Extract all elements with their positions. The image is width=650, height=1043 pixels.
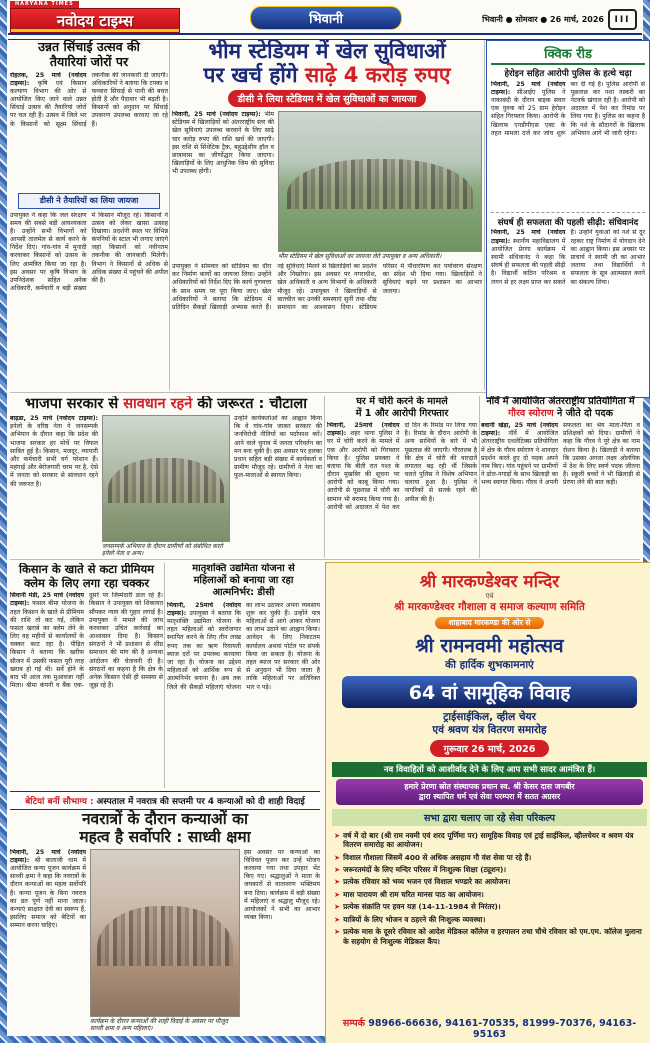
masthead: नवोदय टाइम्स [10, 8, 180, 33]
arrow-bullet-icon: ➤ [334, 926, 341, 936]
stadium-photo [278, 111, 482, 252]
lead-headline-accent: साढ़े 4 करोड़ रुपए [304, 62, 451, 87]
dateline: सिवानी मंडी, 25 मार्च (नवोदय टाइम्स): [10, 592, 84, 608]
ad-festival-title: श्री रामनवमी महोत्सव [415, 634, 564, 657]
quick-read-box [486, 40, 650, 398]
article-body: सिवानी मंडी, 25 मार्च (नवोदय टाइम्स): फसल बीमा योजना के तहत किसान के खाते से प्रीमियम की राशि तो कट गई, लेकिन फसल खराबे का क्लेम लेने के लिए वह महीनों से कार्यालयों के चक्कर काट रहा है। पीड़ित किसान ने बताया कि खरीफ सीजन में उसकी फसल पूरी तरह खराब हो गई थी। सर्वे होने के बाद भी आज तक मुआवजा नहीं मिला। बीमा कंपनी व बैंक एक-दूसरे पर जिम्मेदारी डाल रहे हैं। किसान ने उपायुक्त को शिकायत सौंपकर न्याय की गुहार लगाई है। उपायुक्त ने मामले की जांच करवाकर उचित कार्रवाई का आश्वासन दिया है। किसान संगठनों ने भी प्रशासन से शीघ्र समाधान की मांग की है अन्यथा आंदोलन की चेतावनी दी है। संगठनों का कहना है कि क्षेत्र के अनेक किसान ऐसी ही समस्या से जूझ रहे हैं। [10, 592, 163, 690]
article-headline: उन्नत सिंचाई उत्सव की तैयारियां जोरों पर [38, 40, 140, 69]
ad-wishes: की हार्दिक शुभकामनाएं [445, 658, 534, 671]
column-divider [479, 396, 480, 558]
article-navratra-kanya [10, 810, 320, 1033]
article-headline: किसान के खाते से कटा प्रीमियम क्लेम के लिए लगा रहा चक्कर [18, 563, 155, 590]
quick-read-headline: संघर्ष ही सफलता की पहली सीढ़ी: संधिवानंद [497, 217, 639, 228]
quick-read-title: क्विक रीड [491, 44, 645, 65]
service-item: ➤ प्रत्येक संक्रांति पर हवन यज्ञ (14-11-1984 से निरंतर)। [334, 902, 501, 912]
arrow-bullet-icon: ➤ [334, 914, 341, 924]
lead-headline: भीम स्टेडियम में खेल सुविधाओं पर खर्च होंगे साढ़े 4 करोड़ रुपए [203, 40, 451, 87]
article-body-continued: उपायुक्त ने कहा कि जल संरक्षण समय की सबसे बड़ी आवश्यकता है। उन्होंने सभी विभागों को आपसी तालमेल से कार्य करने के निर्देश दिए। गांव-गांव में मुनादी करवाकर किसानों को उत्सव के लिए आमंत्रित किया जा रहा है। इस अवसर पर कृषि विभाग के उपनिदेशक सहित अनेक अधिकारी, कर्मचारी व बड़ी संख्या में किसान मौजूद रहे। किसानों ने उत्सव को लेकर खासा उत्साह दिखाया। प्रदर्शनी स्थल पर विभिन्न कंपनियों के स्टाल भी लगाए जाएंगे जहां किसानों को नवीनतम तकनीक की जानकारी मिलेगी। विभाग ने किसानों से अधिक से अधिक संख्या में पहुंचने की अपील की है। [10, 211, 168, 293]
photo-block [90, 849, 240, 1033]
item-divider [491, 212, 645, 213]
lead-subhead: डीसी ने लिया स्टेडियम में खेल सुविधाओं का जायजा [228, 90, 427, 107]
article-lead-stadium [172, 40, 482, 390]
dateline: भिवानी, 25मार्च (नवोदय टाइम्स): [167, 601, 241, 617]
ad-invitation: नव विवाहितों को आशीर्वाद देने के लिए आप सभी सादर आमंत्रित हैं। [332, 762, 647, 777]
dateline: भिवानी, 25 मार्च (नवोदय टाइम्स): [491, 80, 566, 96]
column-divider [164, 563, 165, 788]
page-number-badge: III [608, 9, 637, 30]
article-headline: भाजपा सरकार से सावधान रहने की जरूरत : चौटाला [25, 396, 307, 412]
service-item: ➤ विशाल गौशाला जिसमें 400 से अधिक असहाय गौ वंश सेवा पा रहे हैं। [334, 852, 532, 862]
arrow-bullet-icon: ➤ [334, 865, 341, 875]
ad-location-ribbon: शाहाबाद मारकण्डा की ओर से [435, 617, 545, 629]
article-chautala [10, 396, 322, 558]
service-item: ➤ प्रत्येक रविवार को भव्य भजन एवं विशाल भण्डारे का आयोजन। [334, 877, 511, 887]
date-line: भिवानी ● सोमवार ● 26 मार्च, 2026 [482, 15, 604, 24]
article-body: भिवानी, 25मार्च (नवोदय टाइम्स): उपायुक्त ने बताया कि मातृशक्ति उद्यमिता योजना के तहत महिलाओं को स्वरोजगार स्थापित करने के लिए तीन लाख रुपए तक का ऋण रियायती ब्याज दरों पर उपलब्ध करवाया जा रहा है। योजना का उद्देश्य महिलाओं को आर्थिक रूप से आत्मनिर्भर बनाना है। अब तक जिले की सैकड़ों महिलाएं योजना का लाभ उठाकर अपना व्यवसाय शुरू कर चुकी हैं। उन्होंने पात्र महिलाओं से आगे आकर योजना का लाभ उठाने का आह्वान किया। आवेदन के लिए निकटतम कार्यालय अथवा पोर्टल पर संपर्क किया जा सकता है। योजना के तहत ब्याज पर सरकार की ओर से अनुदान भी दिया जाता है ताकि महिलाओं पर अतिरिक्त भार न पड़े। [167, 601, 320, 691]
dateline: भिवानी, 25 मार्च (नवोदय टाइम्स): [10, 848, 86, 864]
ad-founder-note: हमारे प्रेरणा स्रोत संस्थापक प्रधान स्व. श्री केसर दास जगबीर द्वारा स्थापित धर्म एवं सेवा परम्परा में सतत अग्रसर [336, 779, 643, 805]
ad-evam: एवं [485, 592, 494, 600]
lead-middle [172, 111, 482, 261]
border-ornament-left [0, 0, 7, 1043]
quick-read-headline: हेरोइन सहित आरोपी पुलिस के हत्थे चढ़ा [504, 69, 632, 79]
masthead-top-label: HARYANA TIMES [10, 1, 79, 8]
photo-caption: जनसम्पर्क अभियान के दौरान ग्रामीणों को संबोधित करते इनेलो नेता व अन्य। [102, 542, 223, 557]
article-headline: नॉर्वे में आयोजित अंतरराष्ट्रीय प्रतियोगिता में गौरव स्योराण ने जीते दो पदक [486, 396, 635, 419]
article-theft-arrest [327, 396, 477, 558]
arrow-bullet-icon: ➤ [334, 902, 341, 912]
headline-accent: सावधान रहने [123, 396, 193, 412]
service-item: ➤ जरूरतमंदों के लिए मन्दिर परिसर में निःशुल्क शिक्षा (ट्यूशन)। [334, 865, 507, 875]
article-body: भिवानी, 25 मार्च (नवोदय टाइम्स): श्री बालाजी धाम में आयोजित कन्या पूजन कार्यक्रम में साध्वी क्षमा ने कहा कि नवरात्रों के दौरान कन्याओं का महत्व सर्वोपरि है। कन्या पूजन के बिना नवरात्र का व्रत पूर्ण नहीं माना जाता। कन्याएं साक्षात देवी का स्वरूप हैं, इसलिए समाज को बेटियों का सम्मान करना चाहिए। [10, 848, 86, 930]
article-headline: घर में चोरी करने के मामले में 1 और आरोपी गिरफ्तार [355, 396, 449, 419]
lead-body: भिवानी, 25 मार्च (नवोदय टाइम्स): भीम स्टेडियम में खिलाड़ियों को अंतरराष्ट्रीय स्तर की खेल सुविधाएं उपलब्ध करवाने के लिए साढ़े चार करोड़ रुपए की राशि खर्च की जाएगी। इस राशि से सिंथेटिक ट्रैक, बहुउद्देशीय हॉल व छात्रावास का जीर्णोद्धार किया जाएगा। खिलाड़ियों के लिए आधुनिक जिम की सुविधा भी उपलब्ध होगी। [172, 111, 274, 176]
dateline: रोहतक, 25 मार्च (नवोदय टाइम्स): [10, 71, 87, 87]
article-body: भिवानी, 25मार्च (नवोदय टाइम्स): शहर थाना पुलिस ने घर में चोरी करने के मामले में एक और आरोपी को गिरफ्तार किया है। पुलिस प्रवक्ता ने बताया कि बीती रात गश्त के दौरान मुखबिर की सूचना पर आरोपी को काबू किया गया। आरोपी से पूछताछ में चोरी का सामान भी बरामद किया गया है। आरोपी को अदालत में पेश कर दो दिन के रिमांड पर लिया गया है। रिमांड के दौरान आरोपी के अन्य साथियों के बारे में भी पूछताछ की जाएगी। गौरतलब है कि क्षेत्र में चोरी की वारदातें लगातार बढ़ रही थीं जिसके चलते पुलिस ने विशेष अभियान चलाया हुआ है। पुलिस ने नागरिकों से सतर्क रहने की अपील की है। [327, 421, 477, 511]
article-content [10, 849, 320, 1033]
edition-banner: भिवानी [250, 6, 402, 30]
ad-contact [332, 1016, 647, 1040]
article-content [10, 415, 322, 558]
arrow-bullet-icon: ➤ [334, 852, 341, 862]
arrow-bullet-icon: ➤ [334, 877, 341, 887]
article-body-continued: उन्होंने कार्यकर्ताओं का आह्वान किया कि वे गांव-गांव जाकर सरकार की जनविरोधी नीतियों का पर्दाफाश करें। आने वाले चुनाव में जनता परिवर्तन का मन बना चुकी है। इस अवसर पर हलका प्रधान सहित बड़ी संख्या में कार्यकर्ता व ग्रामीण मौजूद रहे। ग्रामीणों ने नेता का फूल-मालाओं से स्वागत किया। [234, 415, 322, 480]
dateline: भिवानी, 25 मार्च (नवोदय टाइम्स): [172, 111, 261, 119]
dateline: बाढ़डा, 25 मार्च (नवोदय टाइम्स): [10, 415, 98, 423]
temple-advertisement [325, 562, 650, 1043]
ad-contact-label: सम्पर्क [342, 1018, 365, 1029]
article-body: बाढ़डा, 25 मार्च (नवोदय टाइम्स): इनेलो के वरिष्ठ नेता ने जनसम्पर्क अभियान के दौरान कहा कि प्रदेश की भाजपा सरकार हर मोर्चे पर विफल साबित हुई है। किसान, मजदूर, व्यापारी और कर्मचारी सभी वर्ग परेशान हैं। महंगाई और बेरोजगारी चरम पर है, ऐसे में जनता को सरकार से सावधान रहने की जरूरत है। [10, 415, 98, 488]
ad-event-title: 64 वां सामूहिक विवाह [342, 676, 637, 708]
dateline: भिवानी, 25 मार्च (नवोदय टाइम्स): [491, 229, 566, 245]
article-body: रोहतक, 25 मार्च (नवोदय टाइम्स): कृषि एवं किसान कल्याण विभाग की ओर से आयोजित किए जाने वाले उन्नत सिंचाई उत्सव की तैयारियां जोरों पर चल रही हैं। उत्सव में जिले भर के किसानों को सूक्ष्म सिंचाई तकनीक की जानकारी दी जाएगी। अधिकारियों ने बताया कि टपका व फव्वारा सिंचाई से पानी की बचत होती है और पैदावार भी बढ़ती है। किसानों को अनुदान पर सिंचाई उपकरण उपलब्ध करवाए जा रहे हैं। [10, 71, 168, 128]
photo-block [102, 415, 230, 558]
ad-temple-name: श्री मारकण्डेश्वर मन्दिर [419, 572, 560, 592]
inset-quote-box: डीसी ने तैयारियों का लिया जायजा [18, 193, 160, 209]
header-rule [8, 33, 642, 40]
strip-headline [10, 791, 320, 810]
ad-contact-numbers: 98966-66636, 94161-70535, 81999-70376, 94163-95163 [368, 1018, 637, 1040]
arrow-bullet-icon: ➤ [334, 889, 341, 899]
ad-services-title: सभा द्वारा चलाए जा रहे सेवा परिकल्प [332, 809, 647, 826]
column-divider [484, 40, 485, 390]
row-divider [10, 559, 640, 560]
lead-body-continued: उपायुक्त ने सोमवार को स्टेडियम का दौरा कर निर्माण कार्यों का जायजा लिया। उन्होंने अधिकारियों को निर्देश दिए कि कार्य गुणवत्ता के साथ समय पर पूरा किया जाए। खेल अधिकारियों ने बताया कि स्टेडियम में प्रतिदिन सैकड़ों खिलाड़ी अभ्यास करते हैं। नई सुविधाएं मिलने से खिलाड़ियों का प्रदर्शन और निखरेगा। इस अवसर पर नगराधीश, खेल अधिकारी व अन्य विभागों के अधिकारी मौजूद रहे। उपायुक्त ने खिलाड़ियों से बातचीत कर उनकी समस्याएं सुनीं तथा शीघ्र समाधान का आश्वासन दिया। स्टेडियम परिसर में पौधारोपण कर पर्यावरण संरक्षण का संदेश भी दिया गया। खिलाड़ियों ने सुविधाएं बढ़ने पर प्रशासन का आभार जताया। [172, 263, 482, 311]
ad-event-date: गुरूवार 26 मार्च, 2026 [430, 740, 550, 757]
service-item: ➤ यात्रियों के लिए भोजन व ठहरने की निःशुल्क व्यवस्था। [334, 914, 486, 924]
quick-read-body: भिवानी, 25 मार्च (नवोदय टाइम्स): स्थानीय महाविद्यालय में आयोजित प्रेरणा कार्यक्रम में स्वामी संधिवानंद ने कहा कि संघर्ष ही सफलता की पहली सीढ़ी है। विद्यार्थी कठिन परिश्रम व लगन से हर लक्ष्य प्राप्त कर सकते हैं। उन्होंने युवाओं को नशे से दूर रहकर राष्ट्र निर्माण में योगदान देने का आह्वान किया। इस अवसर पर प्राचार्य ने स्वामी जी का आभार जताया तथा विद्यार्थियों ने सफलता के सूत्र आत्मसात करने का संकल्प लिया। [491, 229, 645, 286]
arrow-bullet-icon: ➤ [334, 830, 341, 840]
column-divider [169, 40, 170, 390]
rally-photo [102, 415, 230, 542]
group-photo [90, 849, 240, 1017]
article-body: बवानी खेड़ा, 25 मार्च (नवोदय टाइम्स): नॉर्वे में आयोजित अंतरराष्ट्रीय एथलेटिक्स प्रतियोगिता में क्षेत्र के गौरव स्योराण ने शानदार प्रदर्शन करते हुए दो पदक अपने नाम किए। गांव पहुंचने पर ग्रामीणों ने ढोल-नगाड़ों के साथ खिलाड़ी का भव्य स्वागत किया। गौरव ने अपनी सफलता का श्रेय माता-पिता व प्रशिक्षकों को दिया। ग्रामीणों ने कहा कि गौरव ने पूरे क्षेत्र का नाम रोशन किया है। खिलाड़ी ने बताया कि उसका अगला लक्ष्य ओलंपिक में देश के लिए स्वर्ण पदक जीतना है। स्कूली बच्चों ने भी खिलाड़ी से प्रेरणा लेने की बात कही। [481, 421, 640, 487]
lead-photo-block [278, 111, 482, 261]
article-norway-medals [481, 396, 640, 558]
quick-read-body: भिवानी, 25 मार्च (नवोदय टाइम्स): सीआईए पुलिस ने नाकाबंदी के दौरान बाइक सवार एक युवक को 25 ग्राम हेरोइन सहित गिरफ्तार किया। आरोपी के खिलाफ एनडीपीएस एक्ट के तहत मामला दर्ज कर जांच शुरू कर दी गई है। पुलिस आरोपी से पूछताछ कर नशा तस्करी का नेटवर्क खंगाल रही है। आरोपी को अदालत में पेश कर रिमांड पर लिया गया है। पुलिस का कहना है कि नशे के सौदागरों के खिलाफ अभियान आगे भी जारी रहेगा। [491, 80, 645, 137]
ad-services-list [332, 828, 647, 1014]
photo-caption: कार्यक्रम के दौरान कन्याओं की शाही विदाई के अवसर पर मौजूद साध्वी क्षमा व अन्य महिलाएं। [90, 1017, 228, 1032]
photo-caption: भीम स्टेडियम में खेल सुविधाओं का जायजा लेते उपायुक्त व अन्य अधिकारी। [278, 252, 442, 260]
ad-event-subtitle: ट्राईसाईकिल, व्हील चेयर एवं श्रवण यंत्र वितरण समारोह [432, 710, 547, 736]
service-item: ➤ मास पारायण श्री राम चरित मानस पाठ का आयोजन। [334, 889, 484, 899]
article-sinchai-utsav [10, 40, 168, 390]
column-divider [324, 396, 325, 558]
service-item: ➤ वर्ष में दो बार (श्री राम नवमी एवं शरद पूर्णिमा पर) सामूहिक विवाह एवं ट्राई साईकिल, व्हीलचेयर व श्रवण यंत्र वितरण समारोह का आयोजन। [334, 830, 634, 850]
dateline: बवानी खेड़ा, 25 मार्च (नवोदय टाइम्स): [481, 421, 558, 438]
article-headline: मातृशक्ति उद्यमिता योजना से महिलाओं को बनाया जा रहा आत्मनिर्भर: डीसी [192, 563, 295, 599]
article-body-continued: इस अवसर पर कन्याओं का विधिवत पूजन कर उन्हें भोजन करवाया गया तथा उपहार भेंट किए गए। श्रद्धालुओं ने माता के जयकारों से वातावरण भक्तिमय बना दिया। कार्यक्रम में बड़ी संख्या में महिलाएं व श्रद्धालु मौजूद रहे। आयोजकों ने सभी का आभार व्यक्त किया। [244, 848, 320, 922]
strip-headline-lead: बेटियां बनीं सौभाग्य : [25, 796, 94, 807]
strip-headline-rest: अस्पताल में नवरात्र की सप्तमी पर 4 कन्याओं को दी शाही विदाई [96, 796, 305, 807]
service-item: ➤ प्रत्येक मास के दूसरे रविवार को आदेश मेडिकल कॉलेज व हरपालन तथा चौथे रविवार को एम.एम. कॉलेज मुलाना के सहयोग से निःशुल्क मेडिकल कैंप। [334, 926, 642, 946]
headline-accent: गौरव स्योराण [508, 407, 554, 419]
article-headline: नवरात्रों के दौरान कन्याओं का महत्व है सर्वोपरि : साध्वी क्षमा [79, 810, 251, 847]
ad-society-name: श्री मारकण्डेश्वर गौशाला व समाज कल्याण समिति [394, 601, 585, 613]
article-matrushakti-yojana [167, 563, 320, 788]
dateline: भिवानी, 25मार्च (नवोदय टाइम्स): [327, 421, 400, 438]
article-kisan-premium [10, 563, 163, 788]
